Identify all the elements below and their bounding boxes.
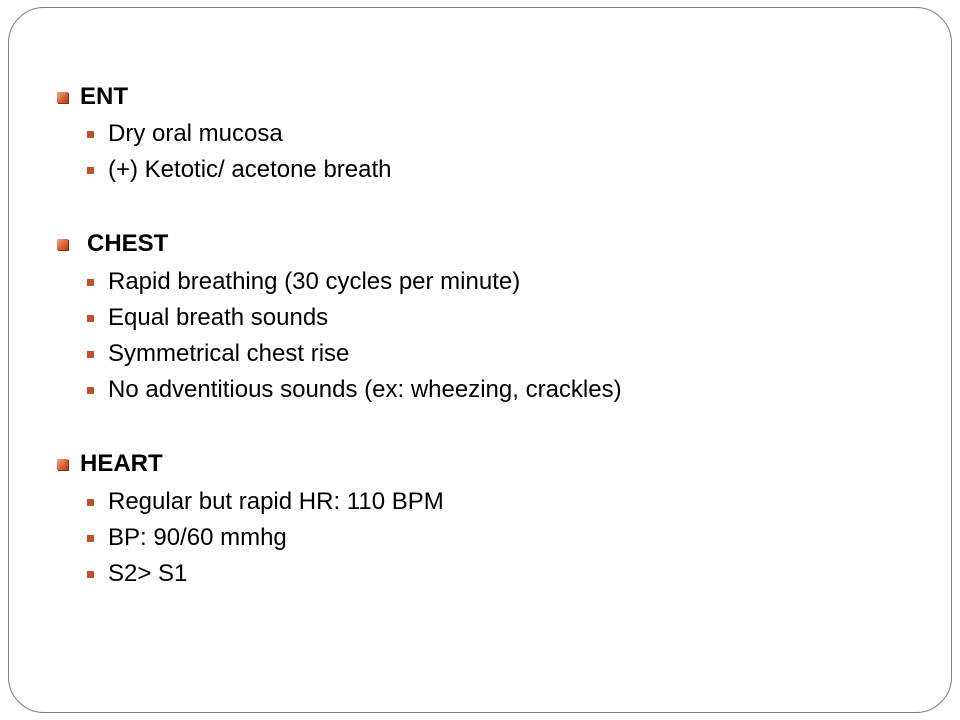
ent-item-bullet-icon [87, 131, 94, 138]
ent-heading-bullet-icon [57, 92, 68, 103]
chest-item-bullet-icon [87, 315, 94, 322]
heart-item-2: BP: 90/60 mmhg [108, 524, 287, 551]
chest-item-4: No adventitious sounds (ex: wheezing, crackles) [108, 376, 622, 403]
chest-item-bullet-icon [87, 279, 94, 286]
chest-heading: CHEST [87, 230, 169, 257]
heart-item-bullet-icon [87, 535, 94, 542]
heart-item-1: Regular but rapid HR: 110 BPM [108, 488, 444, 515]
heart-item-bullet-icon [87, 499, 94, 506]
ent-item-bullet-icon [87, 167, 94, 174]
heart-heading-bullet-icon [57, 459, 68, 470]
ent-item-2: (+) Ketotic/ acetone breath [108, 156, 392, 183]
ent-heading: ENT [80, 83, 128, 110]
heart-heading: HEART [80, 450, 163, 477]
chest-item-bullet-icon [87, 351, 94, 358]
chest-item-1: Rapid breathing (30 cycles per minute) [108, 268, 521, 295]
heart-item-3: S2> S1 [108, 560, 188, 587]
chest-item-bullet-icon [87, 387, 94, 394]
heart-item-bullet-icon [87, 571, 94, 578]
chest-heading-bullet-icon [57, 239, 68, 250]
chest-item-3: Symmetrical chest rise [108, 340, 350, 367]
ent-item-1: Dry oral mucosa [108, 120, 283, 147]
chest-item-2: Equal breath sounds [108, 304, 329, 331]
